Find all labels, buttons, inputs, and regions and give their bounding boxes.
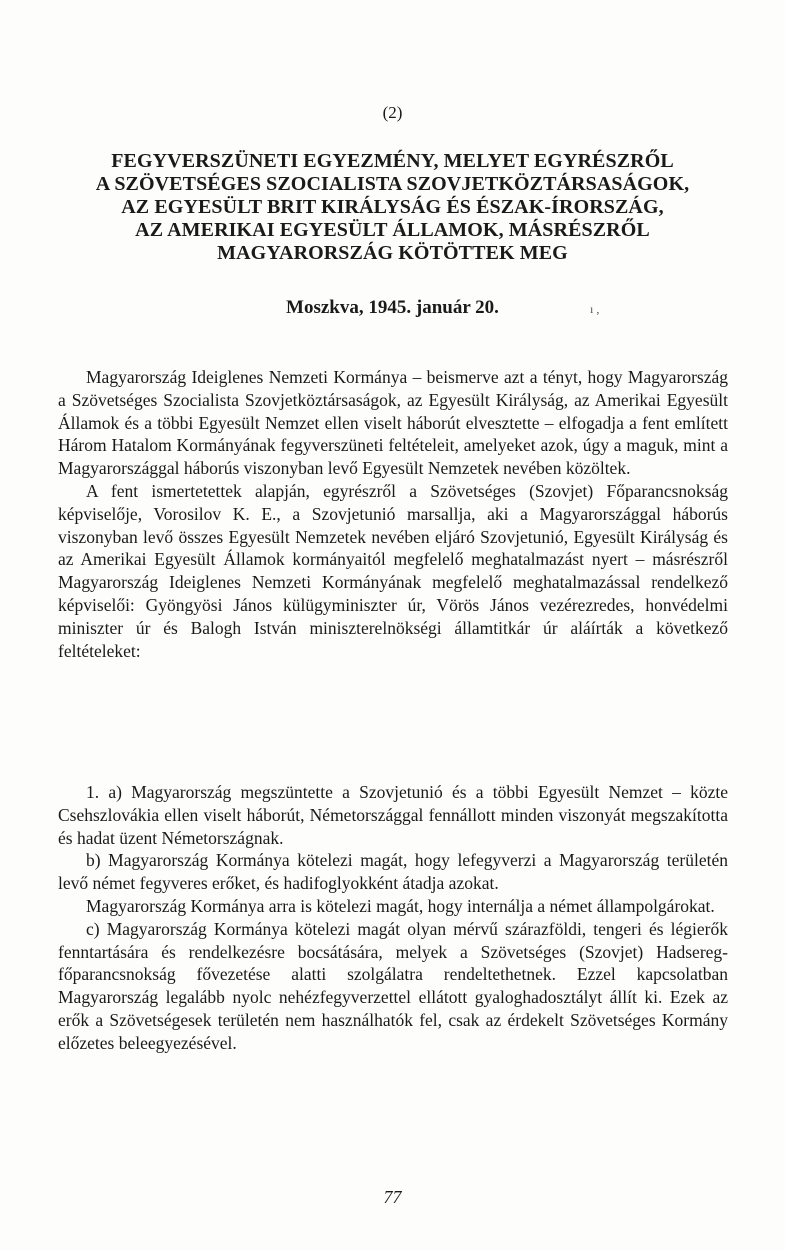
preamble-paragraph: Magyarország Ideiglenes Nemzeti Kormánya – beismerve azt a tényt, hogy Magyarország a Szövetséges Szocialista Szovjetköztársaságok, az Egyesült Királyság, az Amerikai Egyesült Államok és a többi Egyesült Nemzet ellen viselt háborút elvesztette – elfogadja a fent említett Három Hatalom Kormányának fegyverszüneti feltételeit, amelyeket azok, úgy a maguk, mint a Magyarországgal háborús viszonyban levő Egyesült Nemzetek nevében közöltek. bbox=[58, 367, 728, 479]
document-title bbox=[40, 150, 745, 265]
title-line: MAGYARORSZÁG KÖTÖTTEK MEG bbox=[217, 242, 568, 264]
title-line: AZ AMERIKAI EGYESÜLT ÁLLAMOK, MÁSRÉSZRŐL bbox=[135, 219, 650, 241]
place-date: Moszkva, 1945. január 20. bbox=[286, 297, 499, 318]
stray-mark: ı , bbox=[590, 302, 600, 316]
title-line: A SZÖVETSÉGES SZOCIALISTA SZOVJETKÖZTÁRSASÁGOK, bbox=[95, 173, 690, 195]
title-line: AZ EGYESÜLT BRIT KIRÁLYSÁG ÉS ÉSZAK-ÍRORSZÁG, bbox=[121, 196, 664, 218]
title-line: FEGYVERSZÜNETI EGYEZMÉNY, MELYET EGYRÉSZRŐL bbox=[111, 150, 674, 172]
preamble-paragraph: A fent ismertetettek alapján, egyrészről a Szövetséges (Szovjet) Főparancsnokság képviselője, Vorosilov K. E., a Szovjetunió marsallja, aki a Magyarországgal háborús viszonyban levő összes Egyesült Nemzetek nevében eljáró Szovjetunió, Egyesült Királyság és az Amerikai Egyesült Államok kormányaitól megfelelő meghatalmazást nyert – másrészről Magyarország Ideiglenes Nemzeti Kormányának megfelelő meghatalmazással rendelkező képviselői: Gyöngyösi János külügyminiszter úr, Vörös János vezérezredes, honvédelmi miniszter úr és Balogh István miniszterelnökségi államtitkár úr aláírták a következő feltételeket: bbox=[58, 480, 728, 661]
article-paragraph: Magyarország Kormánya arra is kötelezi magát, hogy internálja a német állampolgárokat. bbox=[86, 895, 715, 916]
article-paragraph: 1. a) Magyarország megszüntette a Szovjetunió és a többi Egyesült Nemzet – közte Csehszlovákia ellen viselt háborút, Németországgal fennállott minden viszonyát megszakította és hadat üzent Németországnak. bbox=[58, 782, 728, 848]
article-paragraph: c) Magyarország Kormánya kötelezi magát olyan mérvű szárazföldi, tengeri és légierők fenntartására és rendelkezésre bocsátására, melyek a Szövetséges (Szovjet) Hadsereg-főparancsnokság fővezetése alatti szolgálatra rendeltethetnek. Ezzel kapcsolatban Magyarország legalább nyolc nehézfegyverzettel ellátott gyaloghadosztályt állít ki. Ezek az erők a Szövetségesek területén nem használhatók fel, csak az érdekelt Szövetséges Kormány előzetes beleegyezésével. bbox=[58, 918, 728, 1053]
document-number: (2) bbox=[382, 103, 403, 122]
article-paragraph: b) Magyarország Kormánya kötelezi magát, hogy lefegyverzi a Magyarország területén levő német fegyveres erőket, és hadifoglyokként átadja azokat. bbox=[58, 850, 728, 894]
articles-block bbox=[58, 781, 728, 1055]
page-number: 77 bbox=[383, 1187, 402, 1207]
preamble-block bbox=[58, 366, 728, 662]
